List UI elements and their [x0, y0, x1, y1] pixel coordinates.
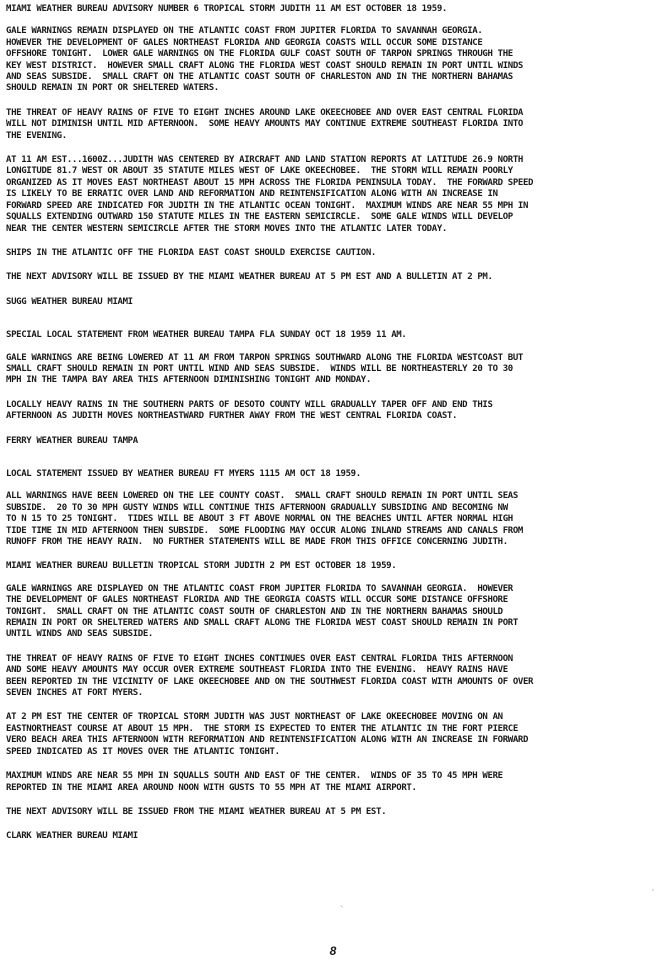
bulletin-paragraph-5: THE NEXT ADVISORY WILL BE ISSUED FROM THE MIAMI WEATHER BUREAU AT 5 PM EST.: [6, 806, 387, 817]
bulletin-paragraph-4: MAXIMUM WINDS ARE NEAR 55 MPH IN SQUALLS SOUTH AND EAST OF THE CENTER. WINDS OF 35 TO 45 MPH WERE REPORTED IN THE MIAMI AREA AROUND NOON WITH GUSTS TO 55 MPH AT THE MIAMI AIRPORT.: [6, 771, 503, 793]
bulletin-paragraph-3: AT 2 PM EST THE CENTER OF TROPICAL STORM JUDITH WAS JUST NORTHEAST OF LAKE OKEECHOBEE MOVING ON AN EASTNORTHEAST COURSE AT ABOUT 15 MPH. THE STORM IS EXPECTED TO ENTER THE ATLANTIC IN THE FORT PIERCE VERO BEACH AREA THIS AFTERNOON WITH REFORMATION AND REINTENSIFICATION ALONG WITH AN INCREASE IN FORWARD SPEED INDICATED AS IT MOVES OVER THE ATLANTIC TONIGHT.: [6, 712, 529, 757]
advisory-paragraph-1: GALE WARNINGS REMAIN DISPLAYED ON THE ATLANTIC COAST FROM JUPITER FLORIDA TO SAVANNAH GEORGIA. HOWEVER THE DEVELOPMENT OF GALES NORTHEAST FLORIDA AND GEORGIA COASTS WILL OCCUR SOME DISTANCE OFFSHORE TONIGHT. LOWER GALE WARNINGS ON THE FLORIDA GULF COAST SOUTH OF TARPON SPRINGS THROUGH THE KEY WEST DISTRICT. HOWEVER SMALL CRAFT ALONG THE FLORIDA WEST COAST SHOULD REMAIN IN PORT UNTIL WINDS AND SEAS SUBSIDE. SMALL CRAFT ON THE ATLANTIC COAST SOUTH OF CHARLESTON AND IN THE NORTHERN BAHAMAS SHOULD REMAIN IN PORT OR SHELTERED WATERS.: [6, 26, 523, 94]
advisory-paragraph-2: THE THREAT OF HEAVY RAINS OF FIVE TO EIGHT INCHES AROUND LAKE OKEECHOBEE AND OVER EAST CENTRAL FLORIDA WILL NOT DIMINISH UNTIL MID AFTERNOON. SOME HEAVY AMOUNTS MAY CONTINUE EXTREME SOUTHEAST FLORIDA INTO THE EVENING.: [6, 107, 523, 141]
advisory-signature: SUGG WEATHER BUREAU MIAMI: [6, 296, 133, 307]
bulletin-header: MIAMI WEATHER BUREAU BULLETIN TROPICAL STORM JUDITH 2 PM EST OCTOBER 18 1959.: [6, 561, 397, 572]
bulletin-paragraph-2: THE THREAT OF HEAVY RAINS OF FIVE TO EIGHT INCHES CONTINUES OVER EAST CENTRAL FLORIDA THIS AFTERNOON AND SOME HEAVY AMOUNTS MAY OCCUR OVER EXTREME SOUTHEAST FLORIDA INTO THE EVENING. HEAVY RAINS HAVE BEEN REPORTED IN THE VICINITY OF LAKE OKEECHOBEE AND ON THE SOUTHWEST FLORIDA COAST WITH AMOUNTS OF OVER SEVEN INCHES AT FORT MYERS.: [6, 653, 534, 699]
tampa-paragraph-1: GALE WARNINGS ARE BEING LOWERED AT 11 AM FROM TARPON SPRINGS SOUTHWARD ALONG THE FLORIDA WESTCOAST BUT SMALL CRAFT SHOULD REMAIN IN PORT UNTIL WIND AND SEAS SUBSIDE. WINDS WILL BE NORTHEASTERLY 20 TO 30 MPH IN THE TAMPA BAY AREA THIS AFTERNOON DIMINISHING TONIGHT AND MONDAY.: [6, 352, 523, 386]
ftmyers-paragraph-1: ALL WARNINGS HAVE BEEN LOWERED ON THE LEE COUNTY COAST. SMALL CRAFT SHOULD REMAIN IN PORT UNTIL SEAS SUBSIDE. 20 TO 30 MPH GUSTY WINDS WILL CONTINUE THIS AFTERNOON GRADUALLY SUBSIDING AND BECOMING NW TO N 15 TO 25 TONIGHT. TIDES WILL BE ABOUT 3 FT ABOVE NORMAL ON THE BEACHES UNTIL AFTER NORMAL HIGH TIDE TIME IN MID AFTERNOON THEN SUBSIDE. SOME FLOODING MAY OCCUR ALONG INLAND STREAMS AND CANALS FROM RUNOFF FROM THE HEAVY RAIN. NO FURTHER STATEMENTS WILL BE MADE FROM THIS OFFICE CONCERNING JUDITH.: [6, 491, 523, 547]
bulletin-signature: CLARK WEATHER BUREAU MIAMI: [6, 831, 138, 842]
advisory-paragraph-3: AT 11 AM EST...1600Z...JUDITH WAS CENTERED BY AIRCRAFT AND LAND STATION REPORTS AT LATITUDE 26.9 NORTH LONGITUDE 81.7 WEST OR ABOUT 35 STATUTE MILES WEST OF LAKE OKEECHOBEE. THE STORM WILL REMAIN POORLY ORGANIZED AS IT MOVES EAST NORTHEAST ABOUT 15 MPH ACROSS THE FLORIDA PENINSULA TODAY. THE FORWARD SPEED IS LIKELY TO BE ERRATIC OVER LAND AND REFORMATION AND REINTENSIFICATION ALONG WITH AN INCREASE IN FORWARD SPEED ARE INDICATED FOR JUDITH IN THE ATLANTIC OCEAN TONIGHT. MAXIMUM WINDS ARE NEAR 55 MPH IN SQUALLS EXTENDING OUTWARD 150 STATUTE MILES IN THE EASTERN SEMICIRCLE. SOME GALE WINDS WILL DEVELOP NEAR THE CENTER WESTERN SEMICIRCLE AFTER THE STORM MOVES INTO THE ATLANTIC LATER TODAY.: [6, 155, 534, 234]
page-number: 8: [329, 944, 337, 958]
advisory-paragraph-5: THE NEXT ADVISORY WILL BE ISSUED BY THE MIAMI WEATHER BUREAU AT 5 PM EST AND A BULLETIN AT 2 PM.: [6, 272, 493, 283]
ftmyers-header: LOCAL STATEMENT ISSUED BY WEATHER BUREAU FT MYERS 1115 AM OCT 18 1959.: [6, 468, 361, 479]
tampa-paragraph-2: LOCALLY HEAVY RAINS IN THE SOUTHERN PARTS OF DESOTO COUNTY WILL GRADUALLY TAPER OFF AND END THIS AFTERNOON AS JUDITH MOVES NORTHEASTWARD FURTHER AWAY FROM THE WEST CENTRAL FLORIDA COAST.: [6, 399, 493, 422]
paper-speck: ⸌: [340, 904, 344, 912]
tampa-header: SPECIAL LOCAL STATEMENT FROM WEATHER BUREAU TAMPA FLA SUNDAY OCT 18 1959 11 AM.: [6, 330, 407, 341]
paper-speck: ': [652, 888, 654, 896]
bulletin-paragraph-1: GALE WARNINGS ARE DISPLAYED ON THE ATLANTIC COAST FROM JUPITER FLORIDA TO SAVANNAH GEORGIA. HOWEVER THE DEVELOPMENT OF GALES NORTHEAST FLORIDA AND THE GEORGIA COASTS WILL OCCUR SOME DISTANCE OFFSHORE TONIGHT. SMALL CRAFT ON THE ATLANTIC COAST SOUTH OF CHARLESTON AND IN THE NORTHERN BAHAMAS SHOULD REMAIN IN PORT OR SHELTERED WATERS AND SMALL CRAFT ALONG THE FLORIDA WEST COAST SHOULD REMAIN IN PORT UNTIL WINDS AND SEAS SUBSIDE.: [6, 583, 518, 640]
advisory-paragraph-4: SHIPS IN THE ATLANTIC OFF THE FLORIDA EAST COAST SHOULD EXERCISE CAUTION.: [6, 247, 376, 258]
advisory-header: MIAMI WEATHER BUREAU ADVISORY NUMBER 6 TROPICAL STORM JUDITH 11 AM EST OCTOBER 18 1959.: [6, 4, 447, 14]
document-page: [6, 4, 658, 843]
tampa-signature: FERRY WEATHER BUREAU TAMPA: [6, 435, 138, 446]
